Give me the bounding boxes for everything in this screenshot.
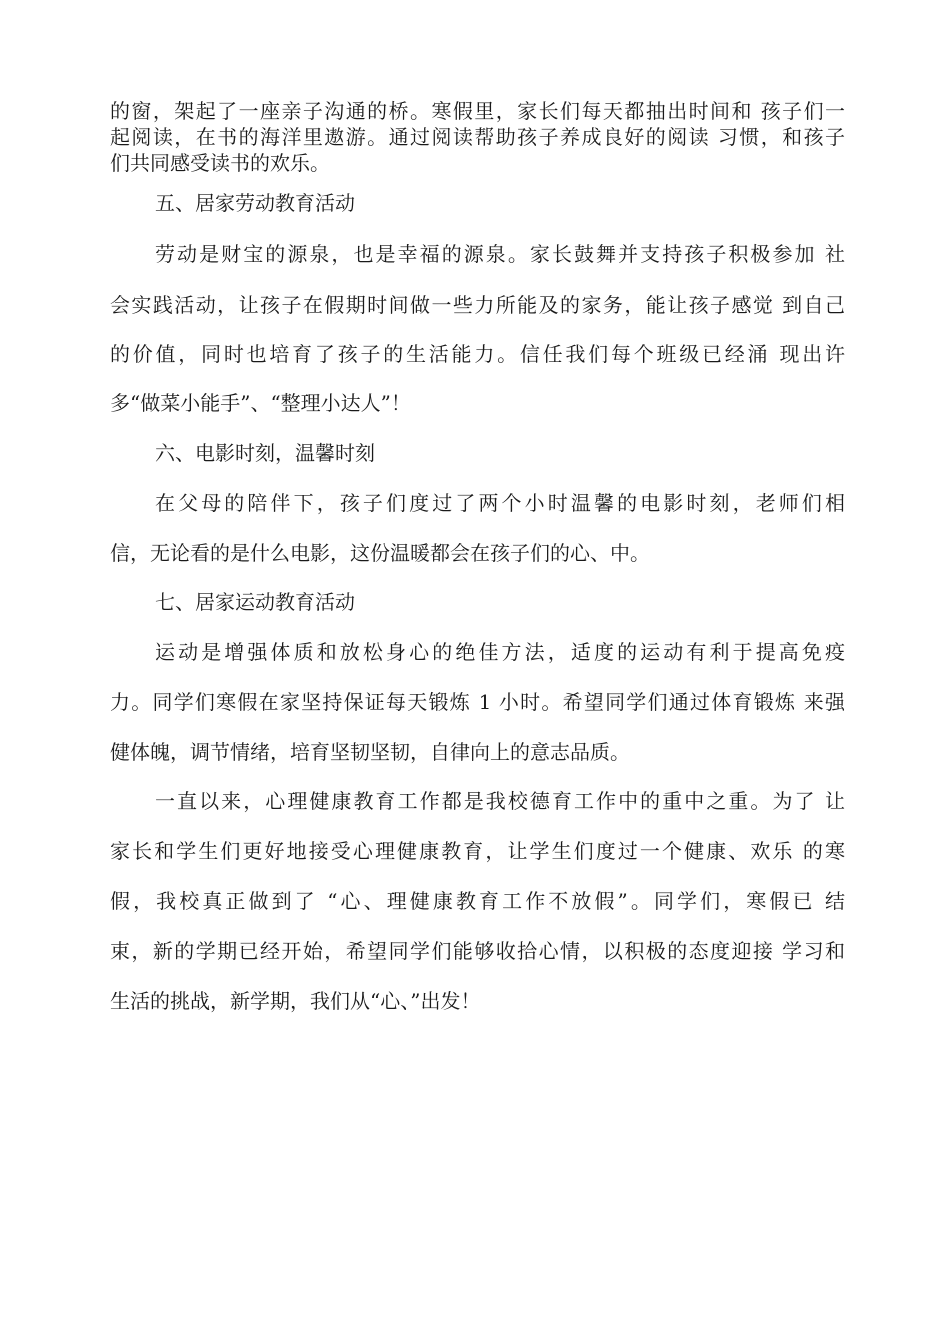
paragraph-line: 力。同学们寒假在家坚持保证每天锻炼 1 小时。希望同学们通过体育锻炼 来强 [110,690,845,714]
paragraph-line: 的价值，同时也培育了孩子的生活能力。信任我们每个班级已经涌 现出许 [110,342,845,366]
section-heading-movie: 六、电影时刻，温馨时刻 [155,441,375,465]
paragraph-line: 的窗，架起了一座亲子沟通的桥。寒假里，家长们每天都抽出时间和 孩子们一 [110,99,845,123]
paragraph-line: 家长和学生们更好地接受心理健康教育，让学生们度过一个健康、欢乐 的寒 [110,839,845,863]
paragraph-line: 健体魄，调节情绪，培育坚韧坚韧，自律向上的意志品质。 [110,740,630,764]
paragraph-line: 假，我校真正做到了 “心、理健康教育工作不放假”。同学们，寒假已 结 [110,889,845,913]
section-heading-sports: 七、居家运动教育活动 [155,590,355,614]
paragraph-line: 运动是增强体质和放松身心的绝佳方法，适度的运动有利于提高免疫 [155,640,845,664]
section-heading-labor: 五、居家劳动教育活动 [155,191,355,215]
paragraph-line: 劳动是财宝的源泉，也是幸福的源泉。家长鼓舞并支持孩子积极参加 社 [155,242,845,266]
paragraph-line: 束，新的学期已经开始，希望同学们能够收拾心情，以积极的态度迎接 学习和 [110,939,845,963]
paragraph-line: 多“做菜小能手”、“整理小达人”！ [110,391,411,415]
paragraph-line: 一直以来，心理健康教育工作都是我校德育工作中的重中之重。为了 让 [155,789,845,813]
paragraph-line: 起阅读，在书的海洋里遨游。通过阅读帮助孩子养成良好的阅读 习惯，和孩子 [110,125,845,149]
paragraph-line: 在父母的陪伴下，孩子们度过了两个小时温馨的电影时刻，老师们相 [155,491,845,515]
paragraph-line: 会实践活动，让孩子在假期时间做一些力所能及的家务，能让孩子感觉 到自己 [110,293,845,317]
paragraph-line: 信，无论看的是什么电影，这份温暖都会在孩子们的心、中。 [110,541,650,565]
paragraph-line: 们共同感受读书的欢乐。 [110,151,330,175]
paragraph-line: 生活的挑战，新学期，我们从“心、”出发！ [110,989,481,1013]
